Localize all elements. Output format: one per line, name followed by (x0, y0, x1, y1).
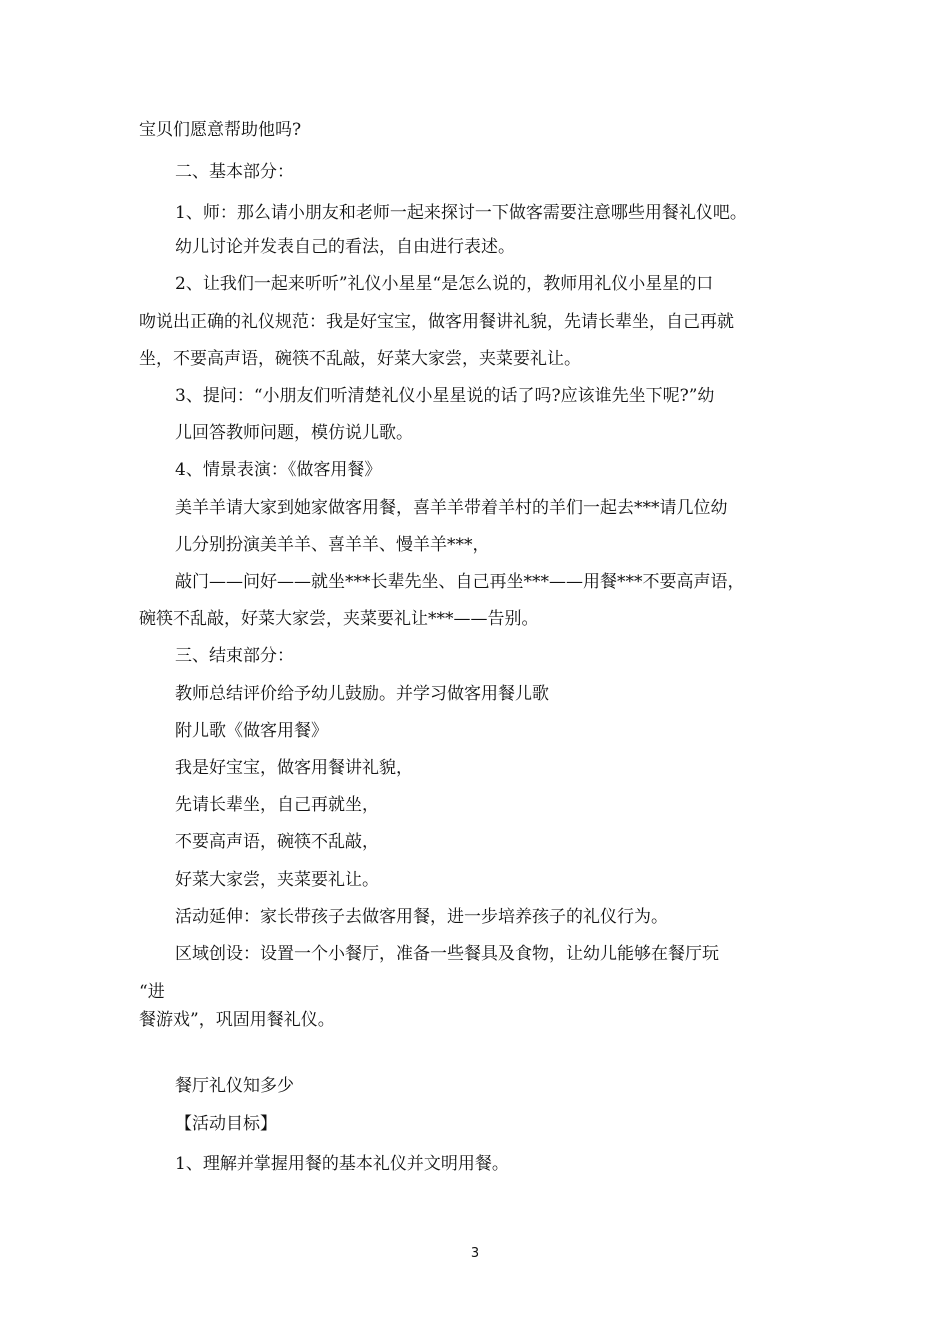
paragraph-line: 幼儿讨论并发表自己的看法，自由进行表述。 (175, 237, 515, 257)
paragraph-line: 1、理解并掌握用餐的基本礼仪并文明用餐。 (175, 1154, 509, 1174)
page-number: 3 (470, 1246, 480, 1261)
paragraph-line: 教师总结评价给予幼儿鼓励。并学习做客用餐儿歌 (175, 684, 549, 704)
paragraph-line: 儿分别扮演美羊羊、喜羊羊、慢羊羊***， (175, 535, 490, 555)
paragraph-line: 餐游戏”，巩固用餐礼仪。 (139, 1010, 335, 1030)
paragraph-line: 宝贝们愿意帮助他吗? (139, 120, 302, 140)
section-heading: 二、基本部分： (175, 162, 294, 182)
paragraph-line: 碗筷不乱敲，好菜大家尝，夹菜要礼让***——告别。 (139, 609, 539, 629)
poem-line: 我是好宝宝，做客用餐讲礼貌， (175, 758, 413, 778)
paragraph-line: 敲门——问好——就坐***长辈先坐、自己再坐***——用餐***不要高声语， (175, 572, 745, 592)
paragraph-line: 1、师：那么请小朋友和老师一起来探讨一下做客需要注意哪些用餐礼仪吧。 (175, 203, 747, 223)
paragraph-line: 美羊羊请大家到她家做客用餐，喜羊羊带着羊村的羊们一起去***请几位幼 (175, 498, 728, 518)
poem-line: 先请长辈坐，自己再就坐， (175, 795, 379, 815)
paragraph-line: 4、情景表演：《做客用餐》 (175, 460, 382, 480)
paragraph-line: 区域创设：设置一个小餐厅，准备一些餐具及食物，让幼儿能够在餐厅玩 (175, 944, 719, 964)
section-heading: 三、结束部分： (175, 646, 294, 666)
paragraph-line: 2、让我们一起来听听”礼仪小星星“是怎么说的，教师用礼仪小星星的口 (175, 274, 714, 294)
poem-line: 好菜大家尝，夹菜要礼让。 (175, 870, 379, 890)
section-heading: 【活动目标】 (175, 1114, 277, 1134)
paragraph-line: “进 (139, 982, 165, 1002)
section-title: 餐厅礼仪知多少 (175, 1076, 294, 1096)
paragraph-line: 坐，不要高声语，碗筷不乱敲，好菜大家尝，夹菜要礼让。 (139, 349, 581, 369)
paragraph-line: 吻说出正确的礼仪规范：我是好宝宝，做客用餐讲礼貌，先请长辈坐，自己再就 (139, 312, 734, 332)
paragraph-line: 3、提问：“小朋友们听清楚礼仪小星星说的话了吗?应该谁先坐下呢?”幼 (175, 386, 715, 406)
paragraph-line: 儿回答教师问题，模仿说儿歌。 (175, 423, 413, 443)
paragraph-line: 附儿歌《做客用餐》 (175, 721, 328, 741)
poem-line: 不要高声语，碗筷不乱敲， (175, 832, 379, 852)
paragraph-line: 活动延伸：家长带孩子去做客用餐，进一步培养孩子的礼仪行为。 (175, 907, 668, 927)
